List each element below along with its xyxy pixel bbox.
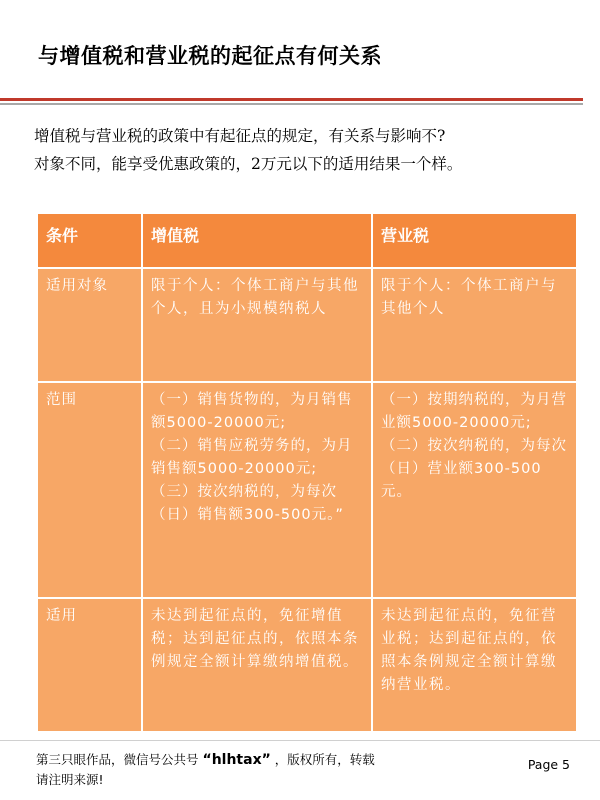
footer-divider bbox=[0, 740, 600, 741]
title-divider-gray bbox=[0, 103, 583, 105]
cell-paragraph: （一）按期纳税的，为月营业额5000-20000元; bbox=[381, 392, 567, 431]
title-divider-red bbox=[0, 98, 583, 101]
cell-paragraph: 限于个人：个体工商户与其他个人 bbox=[381, 278, 557, 317]
row-label-application: 适用 bbox=[37, 598, 142, 732]
footer-suffix: ，版权所有，转载请注明来源! bbox=[36, 752, 375, 787]
cell-paragraph: 限于个人：个体工商户与其他个人，且为小规模纳税人 bbox=[151, 278, 359, 317]
footer-brand: “hlhtax” bbox=[202, 752, 271, 768]
cell-paragraph: （二）销售应税劳务的，为月销售额5000-20000元; bbox=[151, 438, 353, 477]
header-vat: 增值税 bbox=[142, 213, 372, 268]
cell-paragraph: （一）销售货物的，为月销售额5000-20000元; bbox=[151, 392, 353, 431]
header-condition: 条件 bbox=[37, 213, 142, 268]
table-row bbox=[37, 598, 577, 732]
cell-paragraph: （二）按次纳税的，为每次（日）营业额300-500元。 bbox=[381, 438, 567, 500]
header-business-tax: 营业税 bbox=[372, 213, 577, 268]
page-number: Page 5 bbox=[527, 757, 570, 772]
intro-text bbox=[34, 122, 589, 178]
business-application bbox=[372, 598, 577, 732]
table-row bbox=[37, 268, 577, 382]
vat-scope bbox=[142, 382, 372, 598]
table-row bbox=[37, 382, 577, 598]
business-applicable-object bbox=[372, 268, 577, 382]
footer-prefix: 第三只眼作品，微信号公共号 bbox=[36, 752, 199, 767]
intro-line-1: 增值税与营业税的政策中有起征点的规定，有关系与影响不? bbox=[34, 127, 446, 145]
vat-application bbox=[142, 598, 372, 732]
business-scope bbox=[372, 382, 577, 598]
cell-paragraph: 未达到起征点的，免征营业税；达到起征点的，依照本条例规定全额计算缴纳营业税。 bbox=[381, 608, 557, 693]
row-label-scope: 范围 bbox=[37, 382, 142, 598]
cell-paragraph: （三）按次纳税的，为每次（日）销售额300-500元。” bbox=[151, 484, 344, 523]
intro-line-2: 对象不同，能享受优惠政策的，2万元以下的适用结果一个样。 bbox=[34, 155, 463, 173]
page-title: 与增值税和营业税的起征点有何关系 bbox=[38, 44, 382, 68]
vat-applicable-object bbox=[142, 268, 372, 382]
cell-paragraph: 未达到起征点的，免征增值税；达到起征点的，依照本条例规定全额计算缴纳增值税。 bbox=[151, 608, 359, 670]
row-label-applicable-object: 适用对象 bbox=[37, 268, 142, 382]
table-header-row bbox=[37, 213, 577, 268]
footer-copyright bbox=[36, 750, 386, 789]
comparison-table bbox=[36, 212, 578, 733]
